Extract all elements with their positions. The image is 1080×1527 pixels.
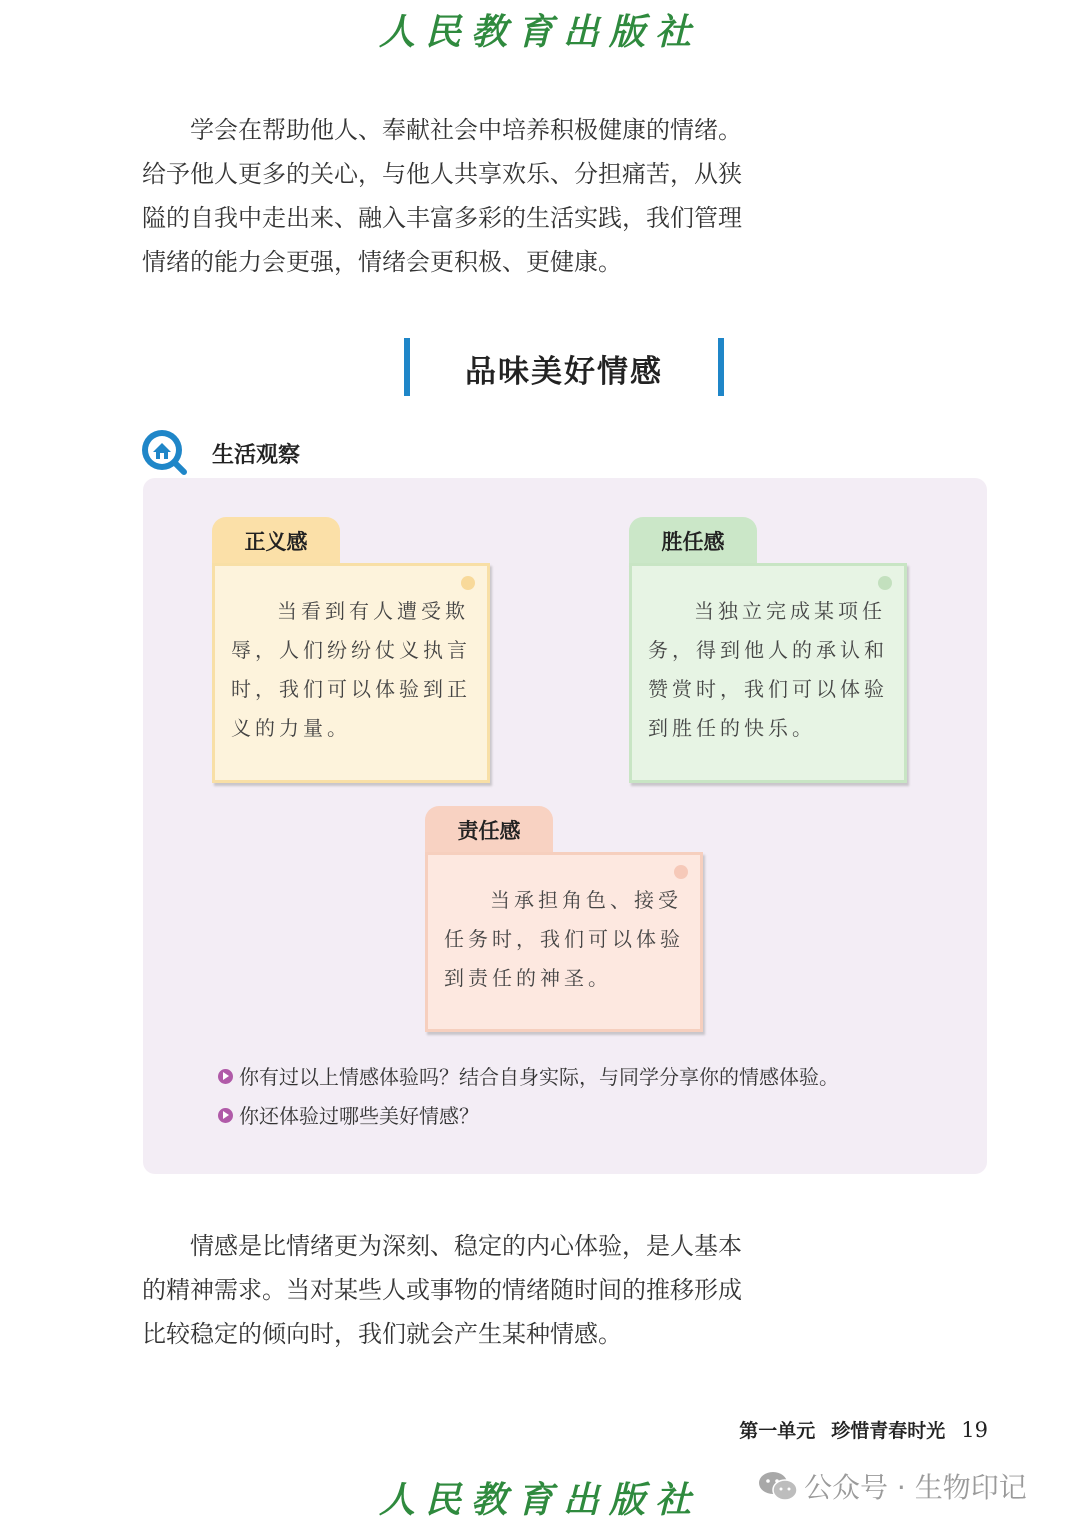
- card-text: 当独立完成某项任务，得到他人的承认和赞赏时，我们可以体验到胜任的快乐。: [648, 599, 888, 740]
- house-magnifier-icon: [140, 428, 188, 476]
- card-dot: [878, 576, 892, 590]
- card-text: 当承担角色、接受任务时，我们可以体验到责任的神圣。: [444, 888, 684, 990]
- card-box: [629, 563, 907, 783]
- card-dot: [674, 865, 688, 879]
- card-dot: [461, 576, 475, 590]
- card-box: [425, 852, 703, 1032]
- wechat-icon: [758, 1470, 798, 1509]
- question-item: [218, 1101, 479, 1131]
- publisher-logo-top: 人民教育出版社: [378, 11, 701, 53]
- card-box: [212, 563, 490, 783]
- question-text: 你有过以上情感体验吗？结合自身实际，与同学分享你的情感体验。: [239, 1065, 839, 1089]
- watermark: [758, 1466, 1027, 1509]
- question-item: [218, 1062, 839, 1092]
- closing-line: 情感是比情绪更为深刻、稳定的内心体验，是人基本: [190, 1232, 742, 1260]
- play-bullet-icon: [218, 1069, 233, 1084]
- question-text: 你还体验过哪些美好情感？: [239, 1104, 479, 1128]
- closing-paragraph: [142, 1224, 782, 1356]
- page-number: 19: [961, 1418, 988, 1442]
- page-footer: [723, 1416, 988, 1443]
- card-tab: 正义感: [212, 517, 340, 567]
- heading-bar-right: [718, 338, 724, 396]
- card-tab: 胜任感: [629, 517, 757, 567]
- closing-line: 的精神需求。当对某些人或事物的情绪随时间的推移形成: [142, 1276, 742, 1304]
- card-tab: 责任感: [425, 806, 553, 856]
- publisher-logo-bottom: 人民教育出版社: [378, 1479, 701, 1521]
- intro-line: 情绪的能力会更强，情绪会更积极、更健康。: [142, 248, 622, 276]
- intro-line: 隘的自我中走出来、融入丰富多彩的生活实践，我们管理: [142, 204, 742, 232]
- footer-unit: 第一单元: [739, 1420, 816, 1442]
- section-title: 品味美好情感: [465, 354, 663, 390]
- play-bullet-icon: [218, 1108, 233, 1123]
- observation-title: 生活观察: [212, 443, 301, 468]
- footer-unit-title: 珍惜青春时光: [831, 1420, 946, 1442]
- card-text: 当看到有人遭受欺辱，人们纷纷仗义执言时，我们可以体验到正义的力量。: [231, 599, 471, 740]
- closing-line: 比较稳定的倾向时，我们就会产生某种情感。: [142, 1320, 622, 1348]
- watermark-text: 公众号 · 生物印记: [804, 1471, 1027, 1504]
- intro-line: 学会在帮助他人、奉献社会中培养积极健康的情绪。: [190, 116, 742, 144]
- intro-paragraph: [142, 108, 782, 284]
- section-heading: [404, 338, 724, 396]
- intro-line: 给予他人更多的关心，与他人共享欢乐、分担痛苦，从狭: [142, 160, 742, 188]
